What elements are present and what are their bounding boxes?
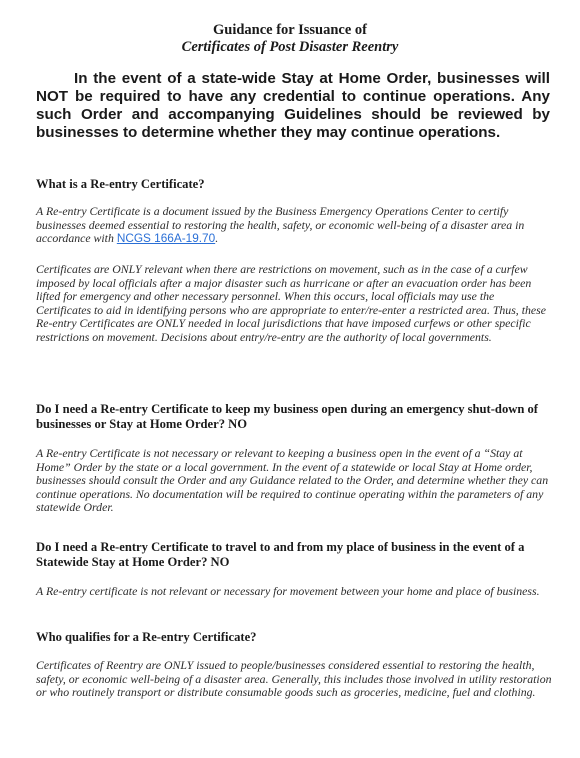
stay-at-home-notice: In the event of a state-wide Stay at Home Order, businesses will NOT be required to have any credential to continue operations. Any such Order and accompanying Guidelines should be reviewed by businesses to determine whether they may continue operations. [36, 70, 550, 141]
ncgs-statute-link[interactable]: NCGS 166A-19.70 [116, 231, 216, 245]
section-heading-travel: Do I need a Re-entry Certificate to travel to and from my place of business in the event of a Statewide Stay at Home Order? NO [36, 540, 525, 569]
section-paragraph-keep-open: A Re-entry Certificate is not necessary or relevant to keeping a business open in the event of a “Stay at Home” Order by the state or a local government. In the event of a statewide or local Stay at Home order, businesses should consult the Order and any Guidance related to the Order, and determine whether they can continue operations. No documentation will be required to continue operating within the parameters of any statewide Order. [36, 446, 549, 514]
paragraph-text: A Re-entry Certificate is a document issued by the Business Emergency Operations Center to certify businesses deemed essential to restoring the health, safety, or economic well-being of a disaster area in accordance with [36, 204, 525, 245]
section-heading-what-is: What is a Re-entry Certificate? [36, 177, 205, 191]
document-subtitle: Certificates of Post Disaster Reentry [181, 39, 399, 55]
section-heading-keep-open: Do I need a Re-entry Certificate to keep my business open during an emergency shut-down of businesses or Stay at Home Order? NO [36, 402, 538, 431]
section-paragraph-who-qualifies: Certificates of Reentry are ONLY issued to people/businesses considered essential to restoring the health, safety, or economic well-being of a disaster area. Generally, this includes those involved in utility restoration or who routinely transport or distribute consumable goods such as groceries, medicine, fuel and clothing. [36, 658, 552, 699]
document-title: Guidance for Issuance of [212, 22, 367, 38]
section-paragraph-relevance: Certificates are ONLY relevant when there are restrictions on movement, such as in the case of a curfew imposed by local officials after a major disaster such as hurricane or after an evacuation order has been lifted for emergency and other necessary personnel. When this occurs, local officials may use the Certificates to aid in identifying persons who are appropriate to enter/re-enter a restricted area. Thus, these Re-entry Certificates are ONLY needed in local jurisdictions that have imposed curfews or other specific restrictions on movement. Decisions about entry/re-entry are the authority of local governments. [36, 262, 546, 344]
section-heading-who-qualifies: Who qualifies for a Re-entry Certificate? [36, 630, 257, 644]
paragraph-text-end: . [215, 231, 219, 245]
section-paragraph-definition [36, 205, 552, 246]
section-paragraph-travel: A Re-entry certificate is not relevant or necessary for movement between your home and place of business. [36, 584, 540, 598]
